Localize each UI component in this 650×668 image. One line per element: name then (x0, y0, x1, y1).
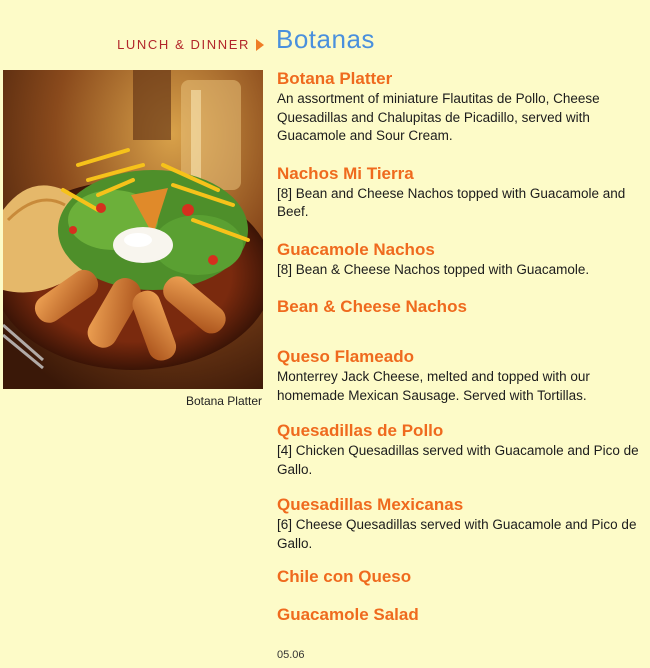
footer-code: 05.06 (277, 649, 305, 661)
menu-item-name: Nachos Mi Tierra (277, 163, 414, 183)
arrow-right-icon (256, 39, 264, 51)
menu-item-name: Bean & Cheese Nachos (277, 297, 467, 316)
menu-item-name: Botana Platter (277, 69, 393, 88)
menu-item-name: Guacamole Nachos (277, 239, 435, 259)
photo-caption: Botana Platter (185, 394, 262, 408)
section-label (117, 37, 264, 52)
menu-item (277, 494, 647, 553)
menu-item-name: Chile con Queso (277, 567, 412, 586)
menu-list (277, 68, 647, 630)
botana-platter-photo (3, 70, 263, 389)
menu-item-description: An assortment of miniature Flautitas de Pollo, Cheese Quesadillas and Chalupitas de Picadillo, served with Guacamole and Sour Cream. (277, 91, 600, 143)
menu-item (277, 163, 647, 222)
menu-item-name: Queso Flameado (277, 347, 414, 366)
menu-item-description: [8] Bean and Cheese Nachos topped with Guacamole and Beef. (277, 185, 626, 219)
menu-item (277, 604, 647, 630)
menu-item-description: [6] Cheese Quesadillas served with Guacamole and Pico de Gallo. (277, 517, 637, 551)
menu-item-description: Monterrey Jack Cheese, melted and topped with our homemade Mexican Sausage. Served with Tortillas. (277, 369, 590, 403)
menu-item-name: Guacamole Salad (277, 605, 419, 624)
menu-item-name: Quesadillas de Pollo (277, 421, 444, 440)
menu-item (277, 296, 647, 322)
menu-item (277, 566, 647, 592)
page-title: Botanas (276, 24, 375, 54)
menu-item-name: Quesadillas Mexicanas (277, 495, 464, 514)
section-label-text: LUNCH & DINNER (117, 37, 250, 52)
menu-item (277, 420, 647, 479)
menu-item (277, 239, 647, 280)
menu-item-description: [4] Chicken Quesadillas served with Guacamole and Pico de Gallo. (277, 443, 639, 477)
menu-item (277, 346, 647, 405)
menu-item (277, 68, 647, 146)
menu-item-description: [8] Bean & Cheese Nachos topped with Guacamole. (277, 261, 590, 277)
